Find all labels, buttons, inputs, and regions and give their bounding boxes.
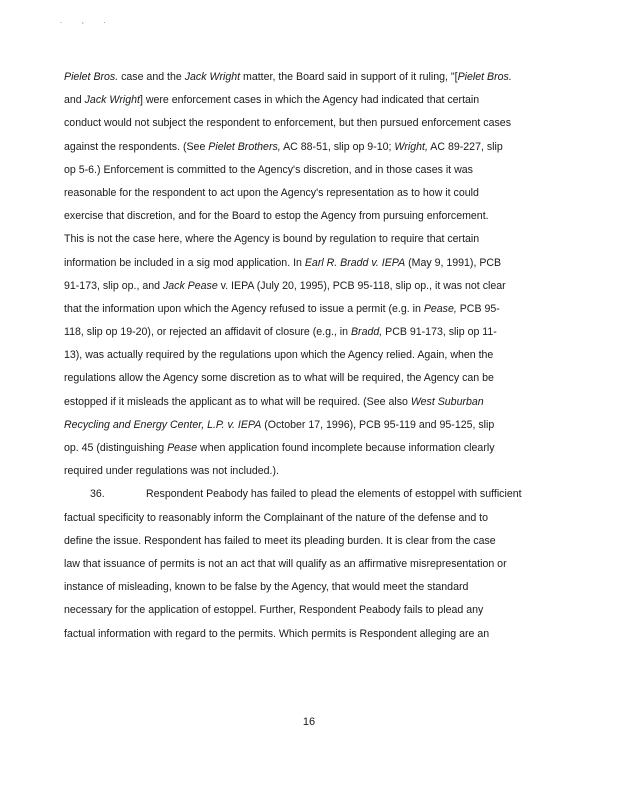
text-line (64, 623, 550, 646)
text-line (64, 507, 550, 530)
text-line (64, 252, 550, 275)
text-run: 91-173, slip op., and (64, 279, 163, 292)
text-run: against the respondents. (See (64, 140, 209, 153)
text-line (64, 553, 550, 576)
text-run: PCB 95- (456, 302, 500, 315)
text-run: 13), was actually required by the regulations upon which the Agency relied. Again, when the (64, 349, 494, 362)
text-run: when application found incomplete because information clearly (197, 442, 495, 454)
text-run: factual specificity to reasonably inform the Complainant of the nature of the defense and to (64, 511, 489, 524)
text-run: ] were enforcement cases in which the Agency had indicated that certain (139, 94, 480, 107)
text-run: information be included in a sig mod application. In (64, 256, 305, 269)
paragraph-number: 36. (90, 488, 105, 501)
text-line (64, 112, 550, 135)
text-run: Respondent Peabody has failed to plead the elements of estoppel with sufficient (146, 488, 522, 501)
case-citation: Bradd, (350, 326, 383, 339)
document-body (64, 66, 550, 646)
text-line (64, 66, 550, 89)
page-number: 16 (302, 716, 316, 728)
text-run: factual information with regard to the permits. Which permits is Respondent alleging are an (64, 627, 490, 640)
text-line (64, 89, 550, 112)
text-run: reasonable for the respondent to act upon the Agency's representation as to how it could (64, 186, 479, 199)
case-citation: Pease, (423, 302, 457, 315)
text-line (64, 391, 550, 414)
text-run: (October 17, 1996), PCB 95-119 and 95-125, slip (261, 418, 495, 431)
case-citation: Wright, (394, 140, 428, 153)
text-line (64, 367, 550, 390)
text-run: that the information upon which the Agency refused to issue a permit (e.g. in (64, 302, 424, 315)
text-run: This is not the case here, where the Agency is bound by regulation to require that certain (64, 233, 480, 246)
text-run: AC 89-227, slip (427, 140, 503, 153)
text-line (64, 228, 550, 251)
text-run: case and the (118, 71, 185, 83)
case-citation: West Suburban (410, 395, 484, 408)
text-line (64, 159, 550, 182)
text-line (64, 205, 550, 228)
text-line (64, 414, 550, 437)
text-line (64, 530, 550, 553)
case-citation: Pease (167, 442, 198, 454)
text-line (64, 460, 550, 483)
text-run: v. IEPA (July 20, 1995), PCB 95-118, slip op., it was not clear (217, 279, 506, 292)
text-run: required under regulations was not included.). (64, 465, 279, 478)
text-line (64, 275, 550, 298)
case-citation: Jack Wright (184, 71, 241, 83)
text-line (64, 136, 550, 159)
text-run: estopped if it misleads the applicant as to what will be required. (See also (64, 395, 411, 408)
text-run: 118, slip op 19-20), or rejected an affidavit of closure (e.g., in (64, 326, 351, 339)
text-run: exercise that discretion, and for the Board to estop the Agency from pursuing enforcement. (64, 210, 489, 223)
text-run: op. 45 (distinguishing (64, 442, 168, 454)
text-run: PCB 91-173, slip op 11- (382, 326, 497, 339)
text-run: define the issue. Respondent has failed to meet its pleading burden. It is clear from the case (64, 534, 496, 547)
text-run: (May 9, 1991), PCB (405, 256, 502, 269)
text-run: conduct would not subject the respondent to enforcement, but then pursued enforcement cases (64, 117, 511, 130)
text-run: regulations allow the Agency some discretion as to what will be required, the Agency can be (64, 372, 494, 385)
text-line (64, 182, 550, 205)
case-citation: Pielet Bros. (457, 71, 512, 83)
header-marks: . , . (60, 18, 115, 25)
text-run: matter, the Board said in support of it ruling, "[ (240, 71, 458, 83)
text-run: AC 88-51, slip op 9-10; (280, 140, 395, 153)
case-citation: Earl R. Bradd v. IEPA (304, 256, 406, 269)
text-line (64, 437, 550, 460)
text-line (64, 599, 550, 622)
text-run: op 5-6.) Enforcement is committed to the Agency's discretion, and in those cases it was (64, 163, 473, 176)
text-line (64, 483, 550, 506)
text-line (64, 576, 550, 599)
case-citation: Jack Pease (162, 279, 218, 292)
case-citation: Jack Wright (84, 94, 140, 107)
case-citation: Recycling and Energy Center, L.P. v. IEPA (64, 418, 262, 431)
text-run: and (64, 94, 85, 107)
text-run: law that issuance of permits is not an act that will qualify as an affirmative misrepresentation or (64, 557, 507, 570)
text-line (64, 298, 550, 321)
case-citation: Pielet Brothers, (208, 140, 281, 153)
case-citation: Pielet Bros. (64, 71, 119, 83)
text-line (64, 344, 550, 367)
text-line (64, 321, 550, 344)
text-run: instance of misleading, known to be false by the Agency, that would meet the standard (64, 581, 469, 594)
text-run: necessary for the application of estoppel. Further, Respondent Peabody fails to plead any (64, 604, 484, 617)
